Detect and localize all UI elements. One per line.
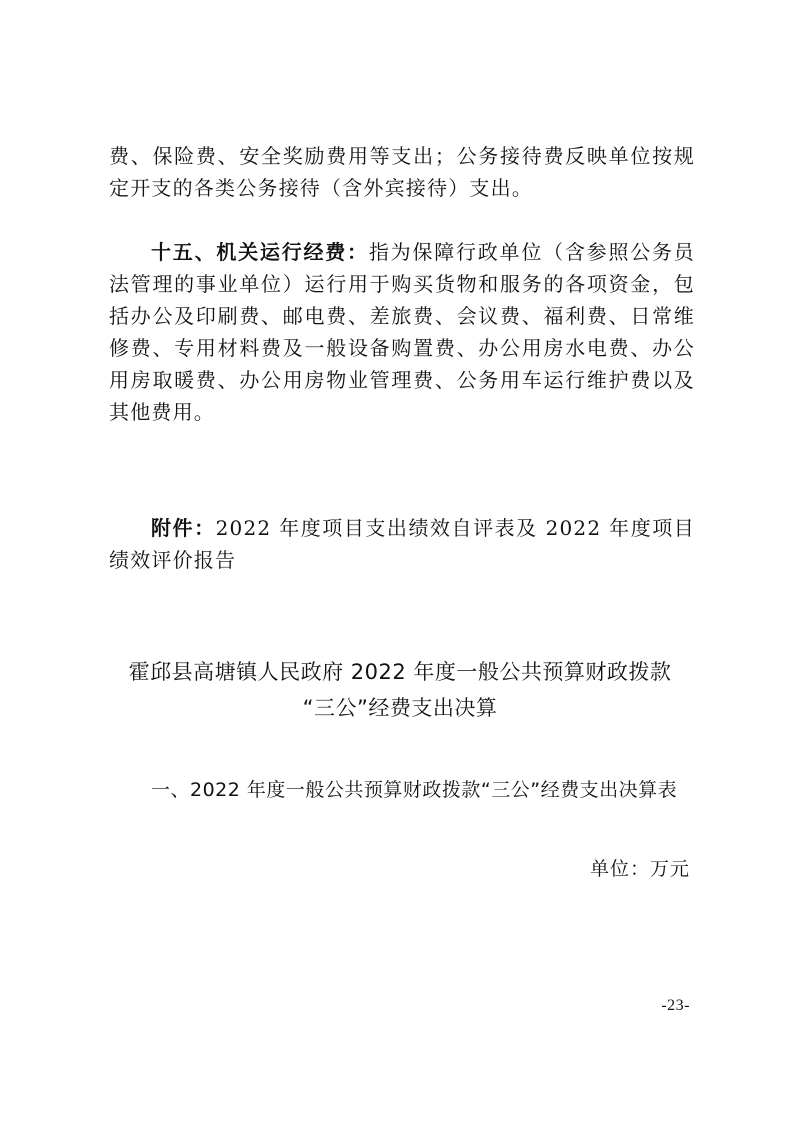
page-number: -23-	[661, 997, 690, 1014]
paragraph-operating-expenses	[109, 236, 695, 428]
attachment-text: 2022 年度项目支出绩效自评表及 2022 年度项目绩效评价报告	[109, 516, 695, 572]
unit-label: 单位：万元	[589, 858, 690, 880]
term-heading: 十五、机关运行经费：	[151, 240, 369, 264]
section-title	[100, 654, 700, 726]
section-title-line-1: 霍邱县高塘镇人民政府 2022 年度一般公共预算财政拨款	[128, 660, 672, 684]
term-definition: 指为保障行政单位（含参照公务员法管理的事业单位）运行用于购买货物和服务的各项资金，包括办公及印刷费、邮电费、差旅费、会议费、福利费、日常维修费、专用材料费及一般设备购置费、办公用房水电费、办公用房取暖费、办公用房物业管理费、公务用车运行维护费以及其他费用。	[109, 240, 696, 424]
subsection-heading: 一、2022 年度一般公共预算财政拨款“三公”经费支出决算表	[151, 779, 678, 801]
section-title-line-2: “三公”经费支出决算	[302, 696, 498, 720]
attachment-note	[109, 512, 695, 576]
attachment-label: 附件：	[151, 516, 216, 540]
paragraph-expense-description	[109, 140, 695, 204]
paragraph-text: 费、保险费、安全奖励费用等支出；公务接待费反映单位按规定开支的各类公务接待（含外宾接待）支出。	[109, 144, 695, 200]
